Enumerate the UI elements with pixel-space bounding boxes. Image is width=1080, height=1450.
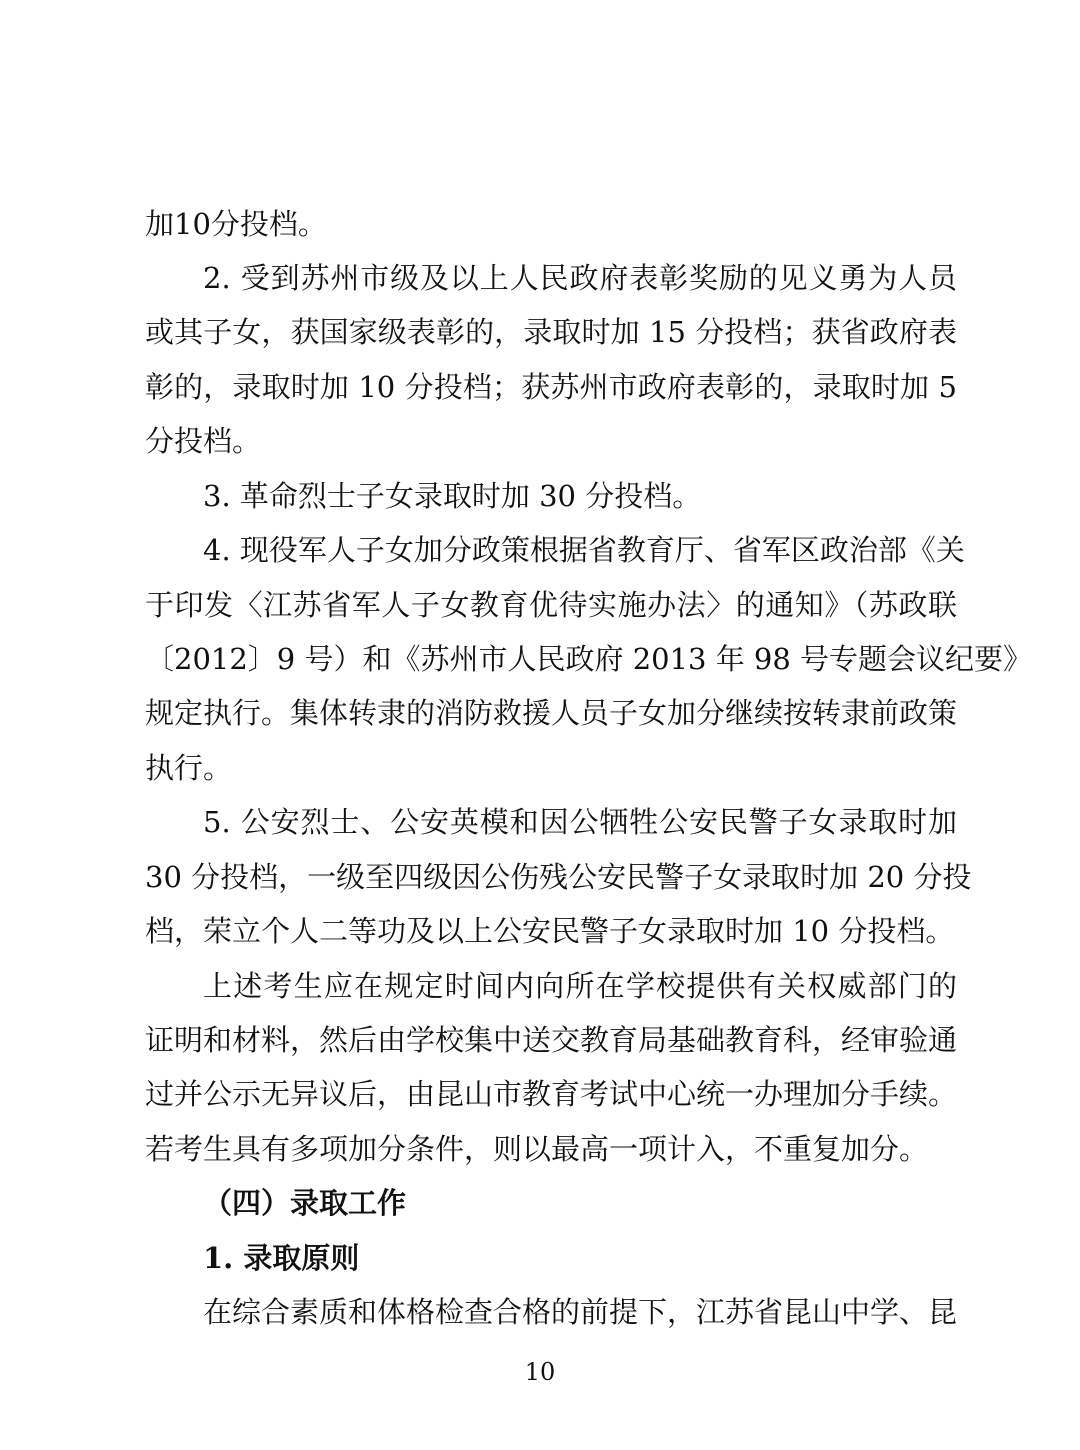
text-line: 2. 受到苏州市级及以上人民政府表彰奖励的见义勇为人员 (203, 261, 957, 295)
section-heading: （四）录取工作 (203, 1186, 407, 1220)
text-line: 5. 公安烈士、公安英模和因公牺牲公安民警子女录取时加 (203, 805, 957, 839)
text-line: 执行。 (145, 751, 233, 785)
text-line: 或其子女，获国家级表彰的，录取时加 15 分投档；获省政府表 (145, 315, 957, 349)
subsection-heading: 1. 录取原则 (203, 1241, 360, 1275)
text-line: 上述考生应在规定时间内向所在学校提供有关权威部门的 (203, 969, 957, 1003)
page-number: 10 (524, 1358, 556, 1386)
text-line: 证明和材料，然后由学校集中送交教育局基础教育科，经审验通 (145, 1023, 958, 1057)
text-line: 过并公示无异议后，由昆山市教育考试中心统一办理加分手续。 (145, 1077, 958, 1111)
text-line: 于印发〈江苏省军人子女教育优待实施办法〉的通知》（苏政联 (145, 588, 957, 622)
text-line: 若考生具有多项加分条件，则以最高一项计入，不重复加分。 (145, 1132, 929, 1166)
text-line: 4. 现役军人子女加分政策根据省教育厅、省军区政治部《关 (203, 533, 965, 567)
text-line: 加10分投档。 (145, 207, 327, 241)
text-line: 30 分投档，一级至四级因公伤残公安民警子女录取时加 20 分投 (145, 860, 972, 894)
text-line: 档，荣立个人二等功及以上公安民警子女录取时加 10 分投档。 (145, 914, 955, 948)
text-line: 彰的，录取时加 10 分投档；获苏州市政府表彰的，录取时加 5 (145, 370, 957, 404)
text-line: 3. 革命烈士子女录取时加 30 分投档。 (203, 479, 702, 513)
text-line: 分投档。 (145, 424, 262, 458)
text-line: 在综合素质和体格检查合格的前提下，江苏省昆山中学、昆 (203, 1295, 958, 1329)
text-line: 规定执行。集体转隶的消防救援人员子女加分继续按转隶前政策 (145, 696, 958, 730)
text-line: 〔2012〕9 号）和《苏州市人民政府 2013 年 98 号专题会议纪要》 (145, 642, 1033, 676)
